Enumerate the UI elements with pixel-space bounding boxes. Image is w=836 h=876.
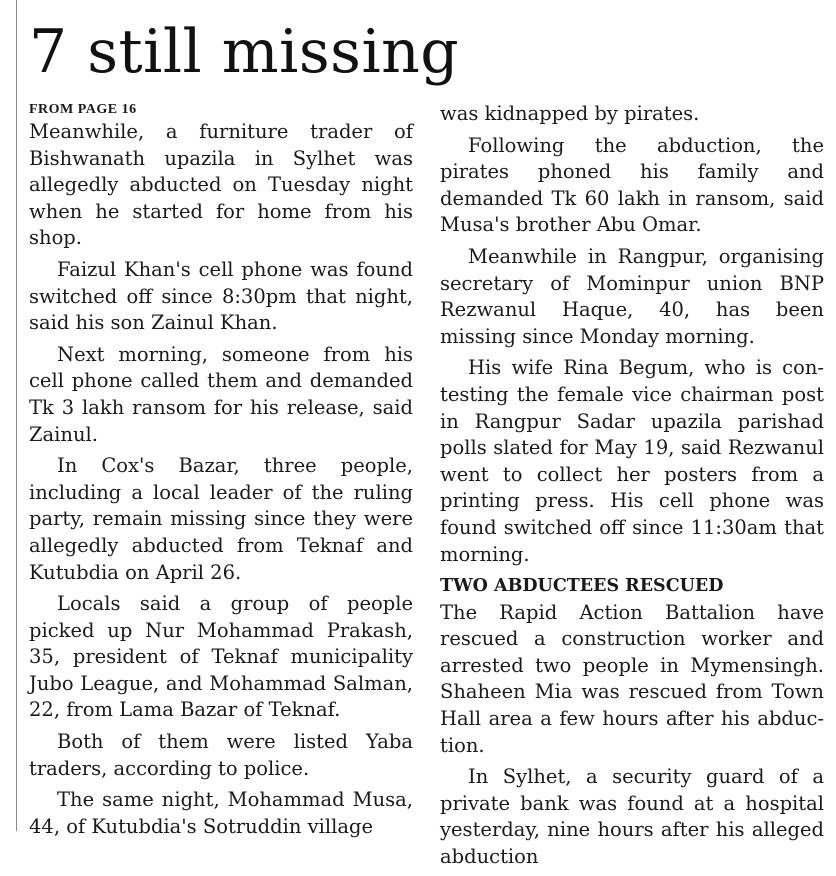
paragraph: Both of them were listed Yaba traders, according to police.	[29, 730, 413, 780]
dateline: FROM PAGE 16	[29, 102, 137, 117]
article-column-left	[29, 101, 413, 845]
paragraph: Meanwhile in Rangpur, organising secretary of Mominpur union BNP Rezwanul Haque, 40, has been missing since Monday morning.	[440, 244, 824, 348]
paragraph: His wife Rina Begum, who is contesting the female vice chairman post in Rangpur Sadar upazila parishad polls slated for May 19, said Rezwanul went to collect her posters from a printing press. His cell phone was found switched off since 11:30am that morning.	[440, 356, 824, 566]
paragraph: Next morning, someone from his cell phone called them and demanded Tk 3 lakh ransom for his release, said Zainul.	[29, 342, 413, 446]
paragraph: Meanwhile, a furniture trader of Bishwanath upazila in Sylhet was allegedly abducted on Tuesday night when he started for home from his shop.	[29, 120, 413, 250]
article-column-right	[440, 101, 824, 876]
paragraph: In Sylhet, a security guard of a private bank was found at a hospital yesterday, nine hours after his alleged abduction	[440, 765, 824, 869]
paragraph: The Rapid Action Battalion have rescued a construction worker and arrested two people in Mymensingh. Shaheen Mia was rescued from Town Hall area a few hours after his abduction.	[440, 600, 824, 757]
subheading: TWO ABDUCTEES RESCUED	[440, 576, 724, 597]
paragraph: In Cox's Bazar, three people, including a local leader of the ruling party, remain missing since they were allegedly abducted from Teknaf and Kutubdia on April 26.	[29, 454, 413, 584]
paragraph: The same night, Mohammad Musa, 44, of Kutubdia's Sotruddin village	[29, 788, 413, 838]
paragraph-continued: was kidnapped by pirates.	[440, 102, 700, 125]
column-rule	[16, 0, 17, 831]
paragraph: Following the abduction, the pirates phoned his family and demanded Tk 60 lakh in ransom, said Musa's brother Abu Omar.	[440, 133, 824, 237]
headline: 7 still missing	[29, 17, 460, 87]
paragraph: Faizul Khan's cell phone was found switched off since 8:30pm that night, said his son Zainul Khan.	[29, 257, 413, 335]
paragraph: Locals said a group of people picked up Nur Mohammad Prakash, 35, president of Teknaf municipality Jubo League, and Mohammad Salman, 22, from Lama Bazar of Teknaf.	[29, 592, 413, 722]
